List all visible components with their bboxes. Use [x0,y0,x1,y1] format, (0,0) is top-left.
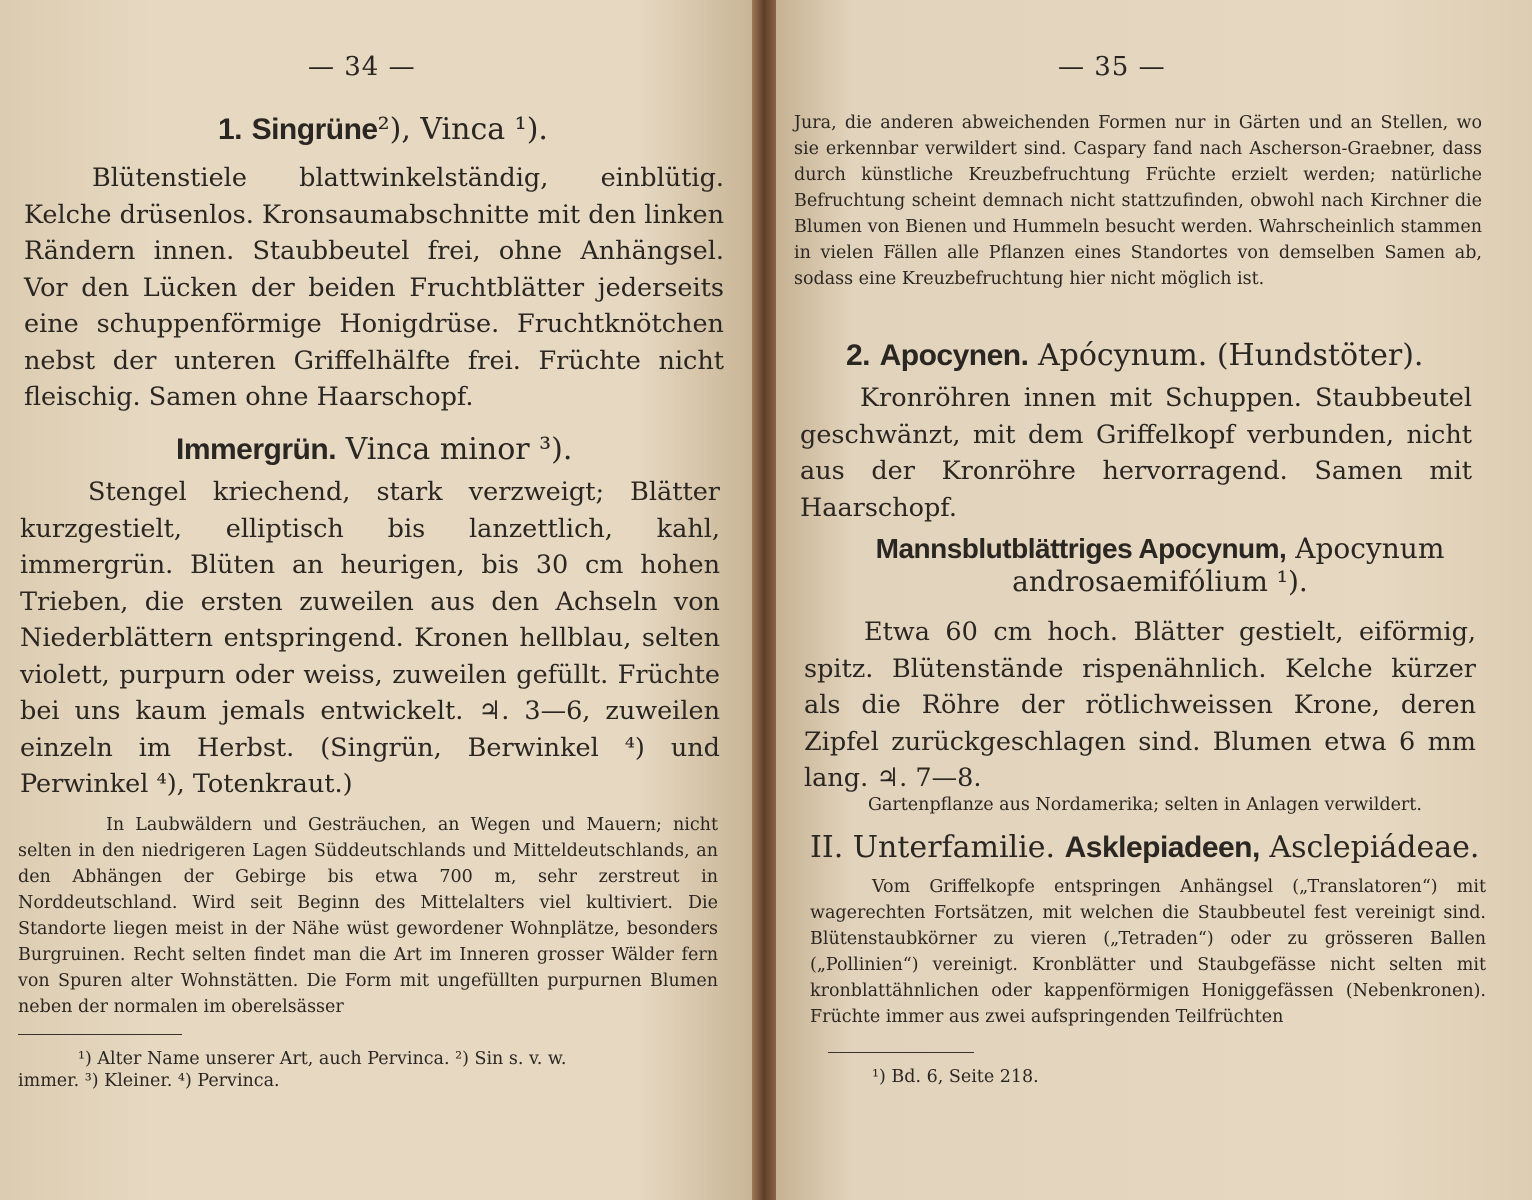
section-name: Singrüne [251,113,378,146]
page-number: — 34 — [308,52,416,82]
subfamily-label: II. Unterfamilie. [810,830,1056,865]
subfamily-description: Vom Griffelkopfe entspringen Anhängsel („Translatoren“) mit wagerechten Fortsätzen, mit welchen die Staubbeutel fest vereinigt sind. Blütenstaubkörner zu vieren („Tetraden“) oder zu grösseren Ballen („Pollinien“) vereinigt. Kronblätter und Staubgefässe nicht selten mit kronblattähnlichen oder kappenförmigen Honiggefässen (Nebenkronen). Früchte immer aus zwei aufspringenden Teilfrüchten [810,877,1486,1027]
footnotes: ¹) Bd. 6, Seite 218. [872,1067,1039,1087]
section-heading [218,112,548,147]
subfamily-heading [810,830,1479,865]
footnote-divider [18,1034,182,1035]
right-page [776,0,1532,1200]
species-latin: Apocynum [1295,532,1445,565]
section-number: 2. [846,339,871,372]
species-name: Immergrün. [176,433,337,466]
species-name: Mannsblutblättriges Apocynum, [875,533,1287,564]
continued-text: Jura, die anderen abweichenden Formen nur in Gärten und an Stellen, wo sie erkennbar verwildert sind. Caspary fand nach Ascherson-Graebner, dass durch künstliche Kreuzbefruchtung Früchte erzielt werden; natürliche Befruchtung scheint demnach nicht stattzufinden, obwohl nach Kirchner die Blumen von Bienen und Hummeln besucht werden. Wahrscheinlich stammen in vielen Fällen alle Pflanzen eines Standortes von demselben Samen ab, sodass eine Kreuzbefruchtung hier nicht möglich ist. [794,113,1482,289]
garden-note: Gartenpflanze aus Nordamerika; selten in Anlagen verwildert. [868,795,1422,815]
species-description: Etwa 60 cm hoch. Blätter gestielt, eiförmig, spitz. Blütenstände rispenähnlich. Kelche kürzer als die Röhre der rötlichweissen Krone, deren Zipfel zurückgeschlagen sind. Blumen etwa 6 mm lang. ♃. 7—8. [804,617,1476,793]
species-heading [176,432,572,467]
species-description: Stengel kriechend, stark verzweigt; Blätter kurzgestielt, elliptisch bis lanzettlich, kahl, immergrün. Blüten an heurigen, bis 30 cm hohen Trieben, die ersten zuweilen aus den Achseln von Niederblättern entspringend. Kronen hellblau, selten violett, purpurn oder weiss, zuweilen gefüllt. Früchte bei uns kaum jemals entwickelt. ♃. 3—6, zuweilen einzeln im Herbst. (Singrün, Berwinkel ⁴) und Perwinkel ⁴), Totenkraut.) [20,477,720,799]
section-heading [846,338,1423,373]
section-description: Blütenstiele blattwinkelständig, einblütig. Kelche drüsenlos. Kronsaumabschnitte mit den linken Rändern innen. Staubbeutel frei, ohne Anhängsel. Vor den Lücken der beiden Fruchtblätter jederseits eine schuppenförmige Honigdrüse. Fruchtknötchen nebst der unteren Griffelhälfte frei. Früchte nicht fleischig. Samen ohne Haarschopf. [24,163,724,412]
habitat-text: In Laubwäldern und Gesträuchen, an Wegen und Mauern; nicht selten in den niedrigeren Lagen Süddeutschlands und Mitteldeutschlands, an den Abhängen der Gebirge bis etwa 700 m, sehr zerstreut in Norddeutschland. Wird seit Beginn des Mittelalters viel kultiviert. Die Standorte liegen meist in der Nähe wüst gewordener Wohnplätze, besonders Burgruinen. Recht selten findet man die Art im Inneren grosser Wälder fern von Spuren alter Wohnstätten. Die Form mit ungefüllten purpurnen Blumen neben der normalen im oberelsässer [18,815,718,1017]
species-latin-cont: androsaemifólium ¹). [1012,565,1308,598]
book-gutter [752,0,776,1200]
subfamily-name: Asklepiadeen, [1064,831,1260,864]
page-number: — 35 — [1058,52,1166,82]
section-description: Kronröhren innen mit Schuppen. Staubbeutel geschwänzt, mit dem Griffelkopf verbunden, nicht aus der Kronröhre hervorragend. Samen mit Haarschopf. [800,383,1472,523]
footnotes: ¹) Alter Name unserer Art, auch Pervinca. ²) Sin s. v. w. immer. ³) Kleiner. ⁴) Pervinca. [18,1049,567,1091]
left-page [0,0,752,1200]
species-latin: Vinca minor ³). [345,432,573,467]
section-name: Apocynen. [879,339,1029,372]
section-number: 1. [218,113,243,146]
section-latin: Apócynum. (Hundstöter). [1037,338,1424,373]
section-latin: ²), Vinca ¹). [377,112,548,147]
footnote-divider [828,1052,974,1053]
species-heading [850,532,1470,598]
subfamily-latin: Asclepiádeae. [1269,830,1480,865]
